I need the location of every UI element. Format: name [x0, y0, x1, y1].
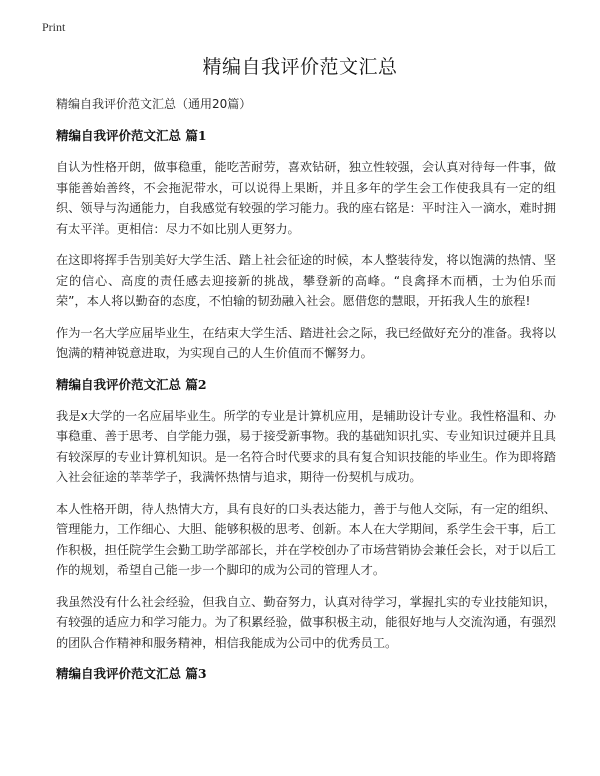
page-title: 精编自我评价范文汇总 [202, 56, 398, 78]
section-2 [56, 375, 556, 654]
section-heading: 精编自我评价范文汇总 篇2 [56, 376, 207, 392]
paragraph: 我是x大学的一名应届毕业生。所学的专业是计算机应用，是辅助设计专业。我性格温和、办事稳重、善于思考、自学能力强，易于接受新事物。我的基础知识扎实、专业知识过硬并且具有较深厚的专业计算机知识。是一名符合时代要求的具有复合知识技能的毕业生。作为即将踏入社会征途的莘莘学子，我满怀热情与追求，期待一份契机与成功。 [56, 408, 556, 484]
section-3 [56, 664, 556, 682]
paragraph: 自认为性格开朗，做事稳重，能吃苦耐劳，喜欢钻研，独立性较强，会认真对待每一件事，做事能善始善终，不会拖泥带水，可以说得上果断，并且多年的学生会工作使我具有一定的组织、领导与沟通能力，自我感觉有较强的学习能力。我的座右铭是：平时注入一滴水，难时拥有太平洋。更相信：尽力不如比别人更努力。 [56, 160, 556, 236]
section-1 [56, 126, 556, 364]
paragraph: 本人性格开朗，待人热情大方，具有良好的口头表达能力，善于与他人交际，有一定的组织、管理能力，工作细心、大胆、能够积极的思考、创新。本人在大学期间，系学生会干事，后工作积极，担任院学生会勤工助学部部长，并在学校创办了市场营销协会兼任会长，对于以后工作的规划，希望自己能一步一个脚印的成为公司的管理人才。 [56, 501, 556, 577]
document-subtitle: 精编自我评价范文汇总（通用20篇） [56, 97, 252, 111]
print-link[interactable]: Print [42, 20, 66, 34]
paragraph: 作为一名大学应届毕业生，在结束大学生活、踏进社会之际，我已经做好充分的准备。我将以饱满的精神锐意进取，为实现自己的人生价值而不懈努力。 [56, 325, 556, 360]
section-heading: 精编自我评价范文汇总 篇3 [56, 666, 207, 681]
document-body [56, 95, 556, 695]
paragraph: 我虽然没有什么社会经验，但我自立、勤奋努力，认真对待学习，掌握扎实的专业技能知识，有较强的适应力和学习能力。为了积累经验，做事积极主动，能很好地与人交流沟通，有强烈的团队合作精神和服务精神，相信我能成为公司中的优秀员工。 [56, 594, 556, 650]
section-heading: 精编自我评价范文汇总 篇1 [56, 128, 207, 143]
paragraph: 在这即将挥手告别美好大学生活、踏上社会征途的时候，本人整装待发，将以饱满的热情、坚定的信心、高度的责任感去迎接新的挑战，攀登新的高峰。“良禽择木而栖，士为伯乐而荣”，本人将以勤奋的态度，不怕输的韧劲融入社会。愿借您的慧眼，开拓我人生的旅程! [56, 253, 556, 308]
